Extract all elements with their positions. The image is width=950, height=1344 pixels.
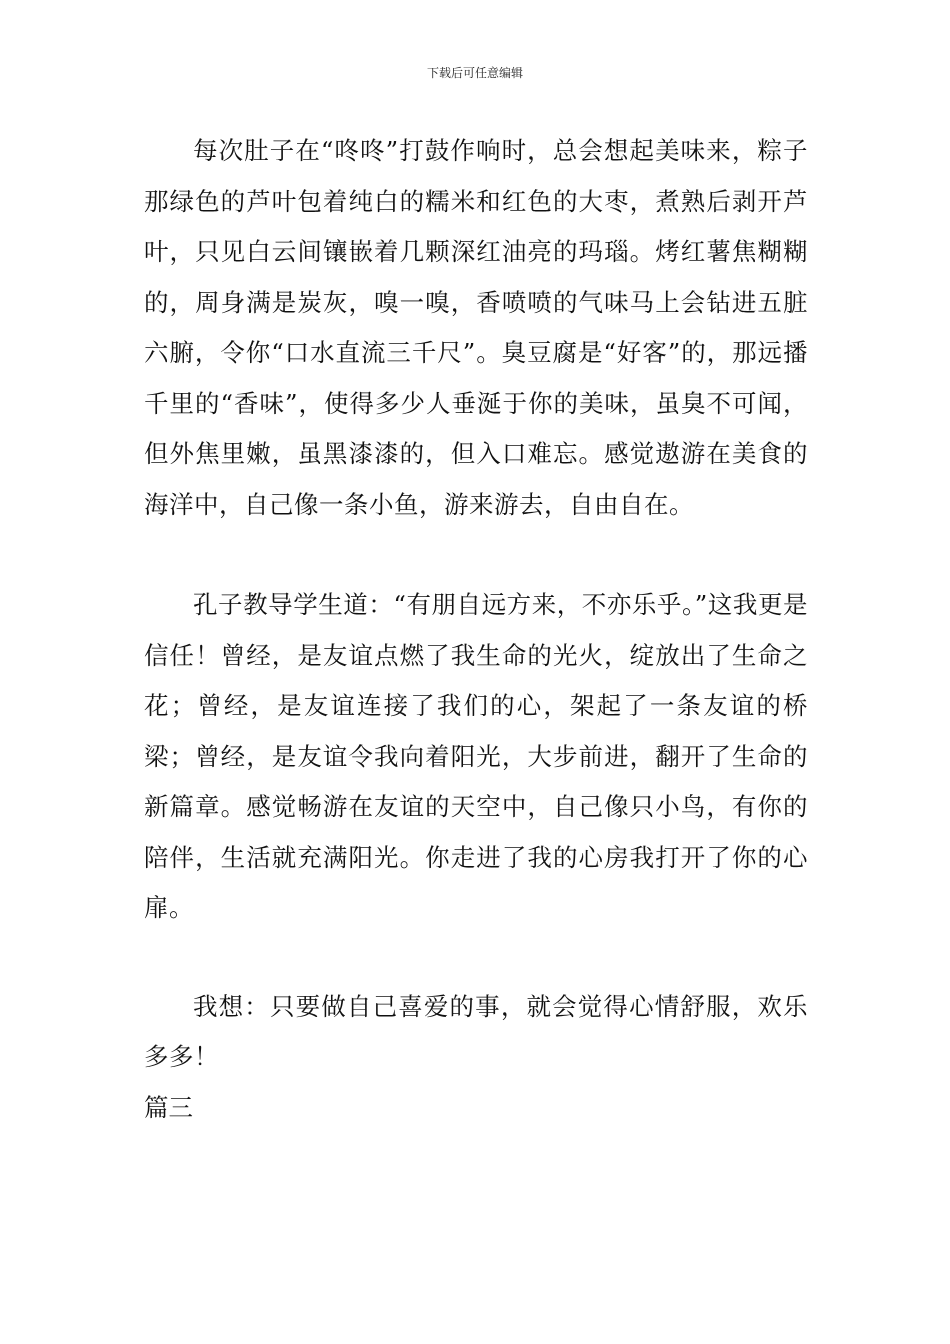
paragraph-food: 每次肚子在“咚咚”打鼓作响时，总会想起美味来，粽子那绿色的芦叶包着纯白的糯米和红色的大枣，煮熟后剥开芦叶，只见白云间镶嵌着几颗深红油亮的玛瑙。烤红薯焦糊糊的，周身满是炭灰，嗅一嗅，香喷喷的气味马上会钻进五脏六腑，令你“口水直流三千尺”。臭豆腐是“好客”的，那远播千里的“香味”，使得多少人垂涎于你的美味，虽臭不可闻，但外焦里嫩，虽黑漆漆的，但入口难忘。感觉遨游在美食的海洋中，自己像一条小鱼，游来游去，自由自在。 <box>144 136 808 519</box>
paragraph-friendship: 孔子教导学生道：“有朋自远方来，不亦乐乎。”这我更是信任！曾经，是友谊点燃了我生命的光火，绽放出了生命之花；曾经，是友谊连接了我们的心，架起了一条友谊的桥梁；曾经，是友谊令我向着阳光，大步前进，翻开了生命的新篇章。感觉畅游在友谊的天空中，自己像只小鸟，有你的陪伴，生活就充满阳光。你走进了我的心房我打开了你的心扉。 <box>144 590 808 922</box>
paragraph-conclusion: 我想：只要做自己喜爱的事，就会觉得心情舒服，欢乐多多！ <box>144 991 808 1071</box>
document-body <box>144 126 808 1133</box>
paragraph-gap <box>144 530 808 580</box>
paragraph-gap <box>144 934 808 982</box>
page-header: 下载后可任意编辑 <box>426 66 523 80</box>
section-heading: 篇三 <box>144 1092 193 1122</box>
